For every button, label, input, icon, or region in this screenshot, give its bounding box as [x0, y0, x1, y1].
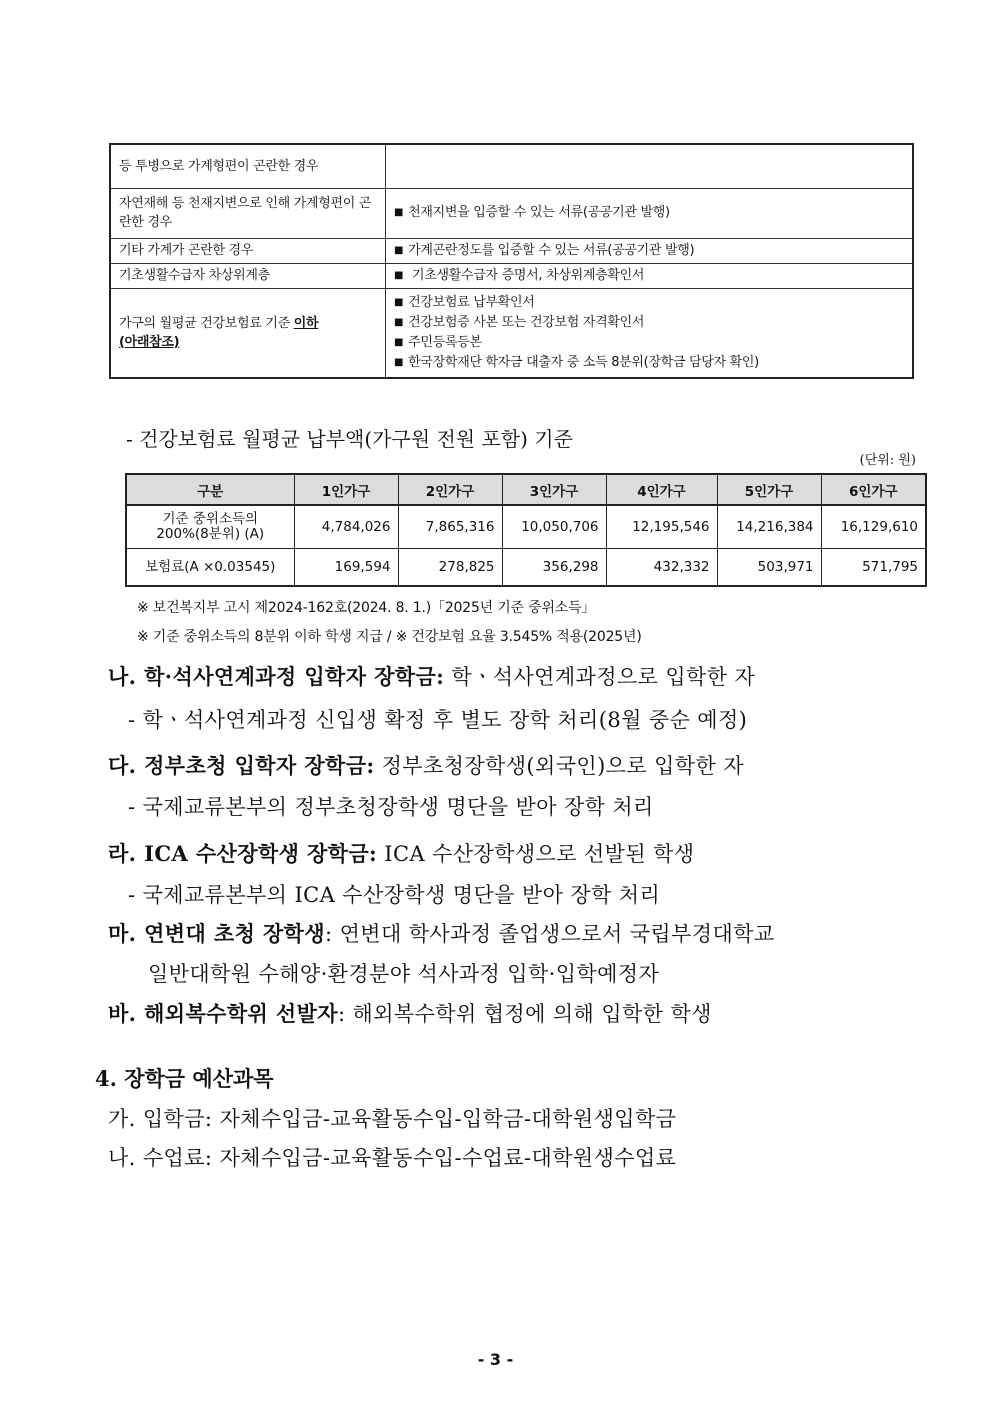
table-cell: 169,594	[294, 549, 398, 587]
document-item: ■ 가계곤란정도를 입증할 수 있는 서류(공공기관 발행)	[394, 241, 904, 261]
table-cell: 503,971	[717, 549, 821, 587]
section-ma-continued: 일반대학원 수해양·환경분야 석사과정 입학·입학예정자	[148, 962, 660, 986]
table-row	[110, 238, 913, 263]
section-heading: 나. 학·석사연계과정 입학자 장학금:	[108, 664, 445, 689]
table-cell: 14,216,384	[717, 505, 821, 549]
section-da-detail: - 국제교류본부의 정부초청장학생 명단을 받아 장학 처리	[128, 795, 654, 819]
criteria-cell	[110, 288, 386, 378]
section-text: 정부초청장학생(외국인)으로 입학한 자	[374, 754, 744, 778]
table-cell: 4,784,026	[294, 505, 398, 549]
document-item: ■ 건강보험료 납부확인서	[394, 293, 904, 313]
section-ba	[108, 998, 712, 1028]
criteria-reference: (아래참조)	[119, 334, 180, 350]
section-na	[108, 661, 755, 691]
table-cell: 10,050,706	[502, 505, 606, 549]
table-row	[110, 188, 913, 238]
table-cell: 16,129,610	[821, 505, 926, 549]
document-item: ■ 한국장학재단 학자금 대출자 중 소득 8분위(장학금 담당자 확인)	[394, 353, 904, 373]
criteria-cell: 자연재해 등 천재지변으로 인해 가계형편이 곤란한 경우	[110, 188, 386, 238]
column-header: 1인가구	[294, 474, 398, 505]
page-number: - 3 -	[477, 1350, 514, 1369]
criteria-emphasis: 이하	[293, 315, 319, 331]
table-row	[110, 144, 913, 188]
documents-cell	[386, 288, 914, 378]
criteria-cell: 기초생활수급자 차상위계층	[110, 263, 386, 288]
section-text: ICA 수산장학생으로 선발된 학생	[377, 842, 695, 866]
criteria-text: 가구의 월평균 건강보험료 기준	[119, 315, 294, 331]
table-row	[126, 549, 926, 587]
footnote: ※ 보건복지부 고시 제2024-162호(2024. 8. 1.)「2025년 기준 중위소득」	[137, 600, 596, 616]
table-cell: 7,865,316	[398, 505, 502, 549]
documents-cell	[386, 238, 914, 263]
row-label-line: 기준 중위소득의	[162, 511, 259, 527]
column-header: 5인가구	[717, 474, 821, 505]
document-item: ■ 천재지변을 입증할 수 있는 서류(공공기관 발행)	[394, 203, 904, 223]
column-header: 6인가구	[821, 474, 926, 505]
section-na-detail: - 학ㆍ석사연계과정 신입생 확정 후 별도 장학 처리(8월 중순 예정)	[128, 708, 748, 732]
budget-title: 4. 장학금 예산과목	[95, 1066, 274, 1091]
section-text: : 해외복수학위 협정에 의해 입학한 학생	[338, 1002, 712, 1026]
insurance-table	[125, 473, 927, 587]
table-cell: 571,795	[821, 549, 926, 587]
documents-cell	[386, 263, 914, 288]
section-ma	[108, 918, 775, 948]
table-row	[110, 288, 913, 378]
column-header: 4인가구	[606, 474, 717, 505]
documents-cell	[386, 188, 914, 238]
section-da	[108, 750, 744, 780]
budget-item: 나. 수업료: 자체수입금-교육활동수입-수업료-대학원생수업료	[108, 1146, 677, 1170]
section-ra-detail: - 국제교류본부의 ICA 수산장학생 명단을 받아 장학 처리	[128, 883, 661, 907]
table-cell: 432,332	[606, 549, 717, 587]
section-ra	[108, 838, 694, 868]
document-item: ■ 주민등록등본	[394, 333, 904, 353]
document-item: ■ 기초생활수급자 증명서, 차상위계층확인서	[394, 266, 904, 286]
table-header-row	[126, 474, 926, 505]
section-text: 학ㆍ석사연계과정으로 입학한 자	[444, 665, 756, 689]
row-label: 보험료(A ×0.03545)	[126, 549, 294, 587]
table-cell: 278,825	[398, 549, 502, 587]
column-header: 2인가구	[398, 474, 502, 505]
table-row	[126, 505, 926, 549]
section-heading: 다. 정부초청 입학자 장학금:	[108, 753, 375, 778]
column-header: 3인가구	[502, 474, 606, 505]
unit-label: (단위: 원)	[859, 453, 916, 468]
document-item: ■ 건강보험증 사본 또는 건강보험 자격확인서	[394, 313, 904, 333]
section-heading: 라. ICA 수산장학생 장학금:	[108, 841, 378, 866]
budget-item: 가. 입학금: 자체수입금-교육활동수입-입학금-대학원생입학금	[108, 1107, 677, 1131]
table-cell: 356,298	[502, 549, 606, 587]
section-text: : 연변대 학사과정 졸업생으로서 국립부경대학교	[325, 922, 775, 946]
table-row	[110, 263, 913, 288]
requirements-table	[109, 143, 914, 379]
table-cell: 12,195,546	[606, 505, 717, 549]
column-header: 구분	[126, 474, 294, 505]
insurance-section-title: - 건강보험료 월평균 납부액(가구원 전원 포함) 기준	[126, 427, 573, 451]
footnote: ※ 기준 중위소득의 8분위 이하 학생 지급 / ※ 건강보험 요율 3.545% 적용(2025년)	[137, 629, 642, 645]
row-label	[126, 505, 294, 549]
section-heading: 마. 연변대 초청 장학생	[108, 921, 326, 946]
row-label-line: 200%(8분위) (A)	[156, 526, 265, 542]
criteria-cell: 기타 가계가 곤란한 경우	[110, 238, 386, 263]
documents-cell	[386, 144, 914, 188]
section-heading: 바. 해외복수학위 선발자	[108, 1001, 338, 1026]
criteria-cell: 등 투병으로 가계형편이 곤란한 경우	[110, 144, 386, 188]
